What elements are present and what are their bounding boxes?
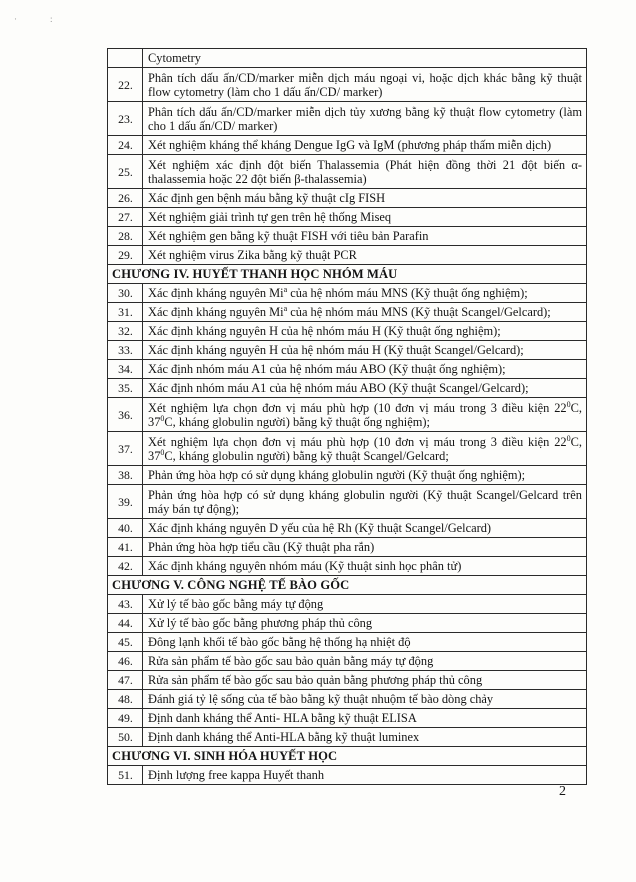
item-number: 36.	[108, 398, 143, 432]
table-row	[108, 538, 587, 557]
table-row	[108, 614, 587, 633]
item-description: Đông lạnh khối tế bào gốc bằng hệ thống hạ nhiệt độ	[143, 633, 587, 652]
item-number: 46.	[108, 652, 143, 671]
item-text-part: Xác định kháng nguyên Mi	[148, 305, 284, 319]
item-number: 34.	[108, 360, 143, 379]
item-description: Phân tích dấu ấn/CD/marker miễn dịch máu ngoại vi, hoặc dịch khác bằng kỹ thuật flow cytometry (làm cho 1 dấu ấn/CD/ marker)	[143, 68, 587, 102]
item-text-part: C, kháng globulin người) bằng kỹ thuật Scangel/Gelcard;	[164, 448, 449, 463]
item-description: Rửa sản phẩm tế bào gốc sau bảo quản bằng phương pháp thủ công	[143, 671, 587, 690]
table-row	[108, 519, 587, 538]
item-number: 40.	[108, 519, 143, 538]
table-row	[108, 227, 587, 246]
table-row	[108, 360, 587, 379]
item-text-part: của hệ nhóm máu MNS (Kỹ thuật ống nghiệm);	[287, 286, 528, 300]
item-text-part: Xét nghiệm lựa chọn đơn vị máu phù hợp (10 đơn vị máu trong 3 điều kiện 22	[148, 434, 567, 449]
item-number: 25.	[108, 155, 143, 189]
item-number: 47.	[108, 671, 143, 690]
item-description: Xét nghiệm kháng thể kháng Dengue IgG và IgM (phương pháp thấm miễn dịch)	[143, 136, 587, 155]
table-row	[108, 322, 587, 341]
table-row	[108, 379, 587, 398]
item-number: 43.	[108, 595, 143, 614]
item-text-part: Xét nghiệm lựa chọn đơn vị máu phù hợp (10 đơn vị máu trong 3 điều kiện 22	[148, 400, 567, 415]
table-row	[108, 49, 587, 68]
table-row	[108, 136, 587, 155]
chapter-heading: CHƯƠNG V. CÔNG NGHỆ TẾ BÀO GỐC	[108, 576, 587, 595]
item-description: Xử lý tế bào gốc bằng phương pháp thủ công	[143, 614, 587, 633]
item-number: 33.	[108, 341, 143, 360]
item-description: Đánh giá tỷ lệ sống của tế bào bằng kỹ thuật nhuộm tế bào dòng chảy	[143, 690, 587, 709]
chapter-heading-row	[108, 265, 587, 284]
table-row	[108, 189, 587, 208]
item-text-part: C, 37	[148, 434, 582, 463]
item-description: Xét nghiệm giải trình tự gen trên hệ thống Miseq	[143, 208, 587, 227]
item-description: Phản ứng hòa hợp có sử dụng kháng globulin người (Kỹ thuật Scangel/Gelcard trên máy bán tự động);	[143, 485, 587, 519]
table-row	[108, 208, 587, 227]
item-text-part: C, 37	[148, 400, 582, 429]
item-description: Xác định kháng nguyên H của hệ nhóm máu H (Kỹ thuật ống nghiệm);	[143, 322, 587, 341]
item-description: Định lượng free kappa Huyết thanh	[143, 766, 587, 785]
table-row	[108, 155, 587, 189]
table-row	[108, 432, 587, 466]
item-description: Xác định gen bệnh máu bằng kỹ thuật cIg FISH	[143, 189, 587, 208]
table-row	[108, 671, 587, 690]
item-number: 41.	[108, 538, 143, 557]
item-number: 45.	[108, 633, 143, 652]
item-text-part: C, kháng globulin người) bằng kỹ thuật ống nghiệm);	[164, 414, 430, 429]
item-number: 32.	[108, 322, 143, 341]
item-number	[108, 49, 143, 68]
item-description: Xác định kháng nguyên H của hệ nhóm máu H (Kỹ thuật Scangel/Gelcard);	[143, 341, 587, 360]
table-row	[108, 341, 587, 360]
item-description: Định danh kháng thể Anti- HLA bằng kỹ thuật ELISA	[143, 709, 587, 728]
item-description: Phân tích dấu ấn/CD/marker miễn dịch tủy xương bằng kỹ thuật flow cytometry (làm cho 1 dấu ấn/CD/ marker)	[143, 102, 587, 136]
item-number: 22.	[108, 68, 143, 102]
table-row	[108, 595, 587, 614]
superscript: a	[283, 303, 288, 313]
item-number: 29.	[108, 246, 143, 265]
item-number: 31.	[108, 303, 143, 322]
item-description	[143, 432, 587, 466]
chapter-heading: CHƯƠNG VI. SINH HÓA HUYẾT HỌC	[108, 747, 587, 766]
item-number: 51.	[108, 766, 143, 785]
chapter-heading-row	[108, 576, 587, 595]
table-row	[108, 709, 587, 728]
item-number: 38.	[108, 466, 143, 485]
item-description: Xét nghiệm virus Zika bằng kỹ thuật PCR	[143, 246, 587, 265]
item-description: Cytometry	[143, 49, 587, 68]
table-row	[108, 633, 587, 652]
item-number: 30.	[108, 284, 143, 303]
item-number: 35.	[108, 379, 143, 398]
superscript: a	[283, 284, 288, 294]
item-number: 48.	[108, 690, 143, 709]
item-number: 27.	[108, 208, 143, 227]
item-number: 44.	[108, 614, 143, 633]
chapter-heading: CHƯƠNG IV. HUYẾT THANH HỌC NHÓM MÁU	[108, 265, 587, 284]
item-description: Xác định kháng nguyên nhóm máu (Kỹ thuật sinh học phân tử)	[143, 557, 587, 576]
superscript: 0	[160, 413, 165, 423]
superscript: 0	[160, 447, 165, 457]
item-description: Xác định nhóm máu A1 của hệ nhóm máu ABO (Kỹ thuật ống nghiệm);	[143, 360, 587, 379]
item-number: 50.	[108, 728, 143, 747]
table-row	[108, 102, 587, 136]
table-row	[108, 557, 587, 576]
superscript: 0	[566, 399, 571, 409]
item-number: 39.	[108, 485, 143, 519]
table-row	[108, 652, 587, 671]
item-description: Xác định nhóm máu A1 của hệ nhóm máu ABO (Kỹ thuật Scangel/Gelcard);	[143, 379, 587, 398]
superscript: 0	[566, 433, 571, 443]
item-description: Rửa sản phẩm tế bào gốc sau bảo quản bằng máy tự động	[143, 652, 587, 671]
page-number: 2	[559, 784, 566, 799]
item-description: Phản ứng hòa hợp tiểu cầu (Kỹ thuật pha rắn)	[143, 538, 587, 557]
item-description: Định danh kháng thể Anti-HLA bằng kỹ thuật luminex	[143, 728, 587, 747]
scan-mark: :	[50, 14, 53, 24]
item-description: Xét nghiệm xác định đột biến Thalassemia (Phát hiện đồng thời 21 đột biến α-thalassemia hoặc 22 đột biến β-thalassemia)	[143, 155, 587, 189]
item-description: Phản ứng hòa hợp có sử dụng kháng globulin người (Kỹ thuật ống nghiệm);	[143, 466, 587, 485]
procedure-table	[107, 48, 587, 785]
table-row	[108, 284, 587, 303]
table-row	[108, 728, 587, 747]
item-number: 28.	[108, 227, 143, 246]
item-description	[143, 303, 587, 322]
table-row	[108, 303, 587, 322]
table-row	[108, 466, 587, 485]
item-number: 42.	[108, 557, 143, 576]
procedure-table-body	[108, 49, 587, 785]
chapter-heading-row	[108, 747, 587, 766]
item-description: Xác định kháng nguyên D yếu của hệ Rh (Kỹ thuật Scangel/Gelcard)	[143, 519, 587, 538]
table-row	[108, 485, 587, 519]
item-description: Xử lý tế bào gốc bằng máy tự động	[143, 595, 587, 614]
item-text-part: Xác định kháng nguyên Mi	[148, 286, 284, 300]
item-description: Xét nghiệm gen bằng kỹ thuật FISH với tiêu bản Parafin	[143, 227, 587, 246]
item-description	[143, 284, 587, 303]
table-row	[108, 690, 587, 709]
table-row	[108, 766, 587, 785]
item-number: 23.	[108, 102, 143, 136]
item-number: 24.	[108, 136, 143, 155]
table-row	[108, 246, 587, 265]
item-number: 26.	[108, 189, 143, 208]
item-number: 49.	[108, 709, 143, 728]
table-row	[108, 68, 587, 102]
item-number: 37.	[108, 432, 143, 466]
scan-mark: ·	[14, 14, 17, 24]
table-row	[108, 398, 587, 432]
item-text-part: của hệ nhóm máu MNS (Kỹ thuật Scangel/Gelcard);	[287, 305, 551, 319]
item-description	[143, 398, 587, 432]
